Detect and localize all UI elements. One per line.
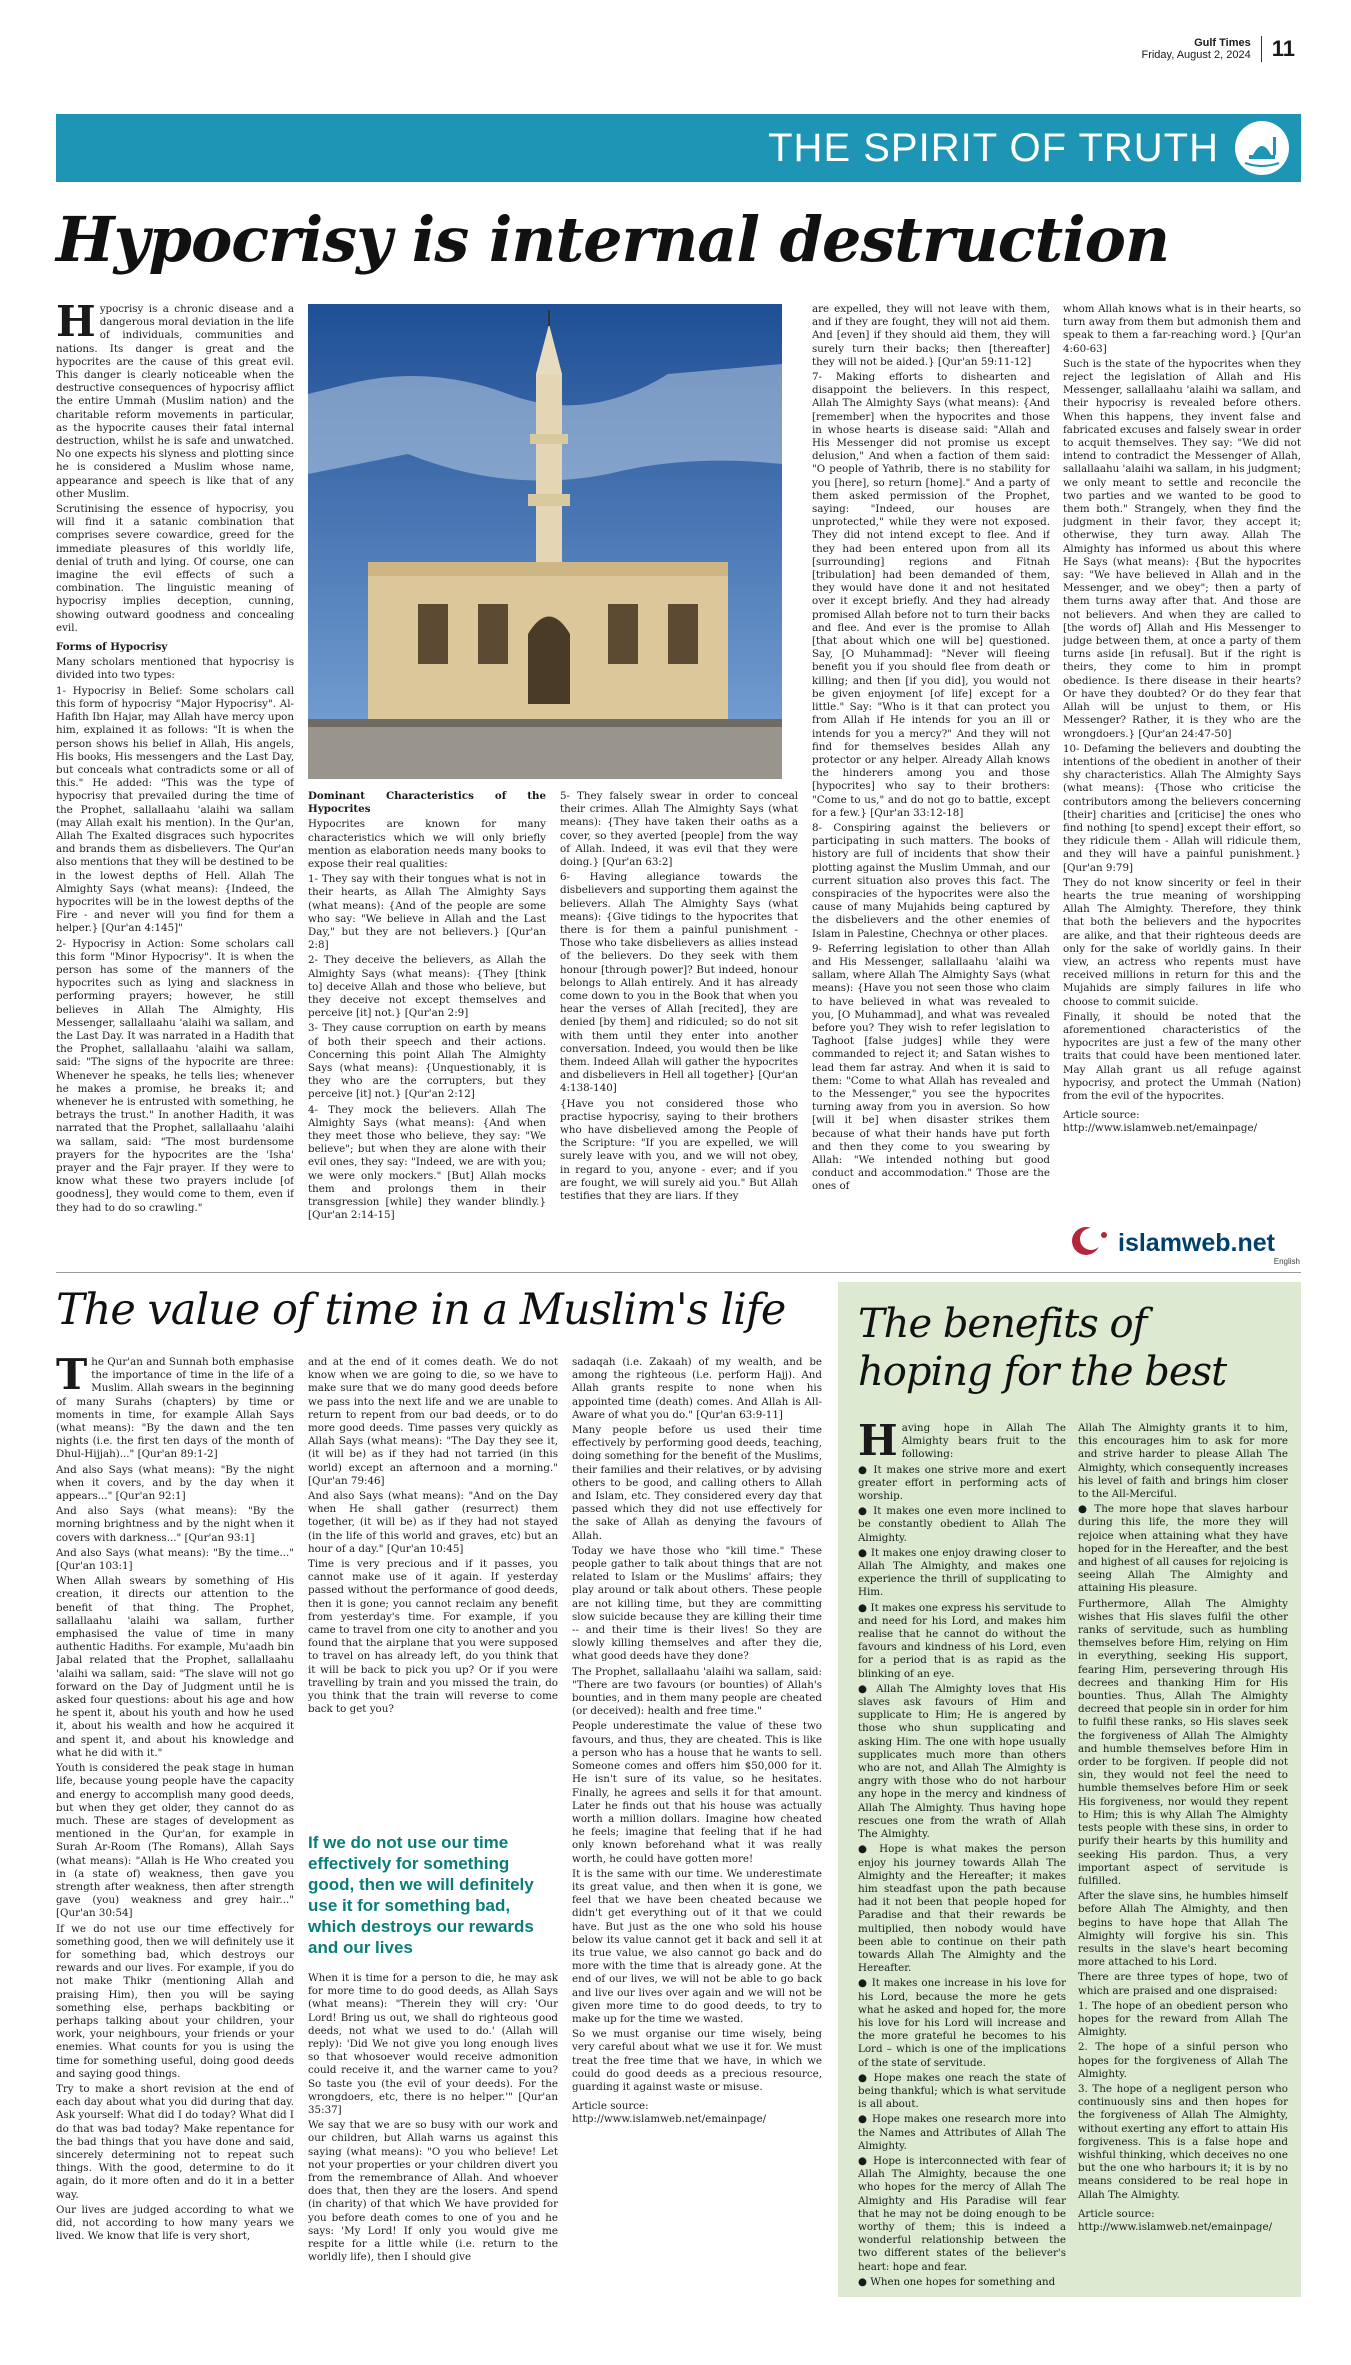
article3-column-2 [1078, 1422, 1288, 2292]
bullet-item: ● Allah The Almighty loves that His slaves ask favours of Him and supplicate to Him; He is angered by those who shun supplicating and asking Him. The one with hope usually supplicates much more than others who are not, and Allah The Almighty is angry with those who do not harbour any hope in the mercy and kindness of Allah The Almighty. Thus having hope rescues one from the wrath of Allah The Almighty. [858, 1682, 1066, 1841]
bullet-item: ● Hope is interconnected with fear of Allah The Almighty, because the one who hopes for the mercy of Allah The Almighty and His Paradise will fear that he may not be doing enough to be worthy of them; this is indeed a wonderful relationship between the two different states of the believer's heart: hope and fear. [858, 2154, 1066, 2273]
bullet-item: ● Hope makes one research more into the Names and Attributes of Allah The Almighty. [858, 2113, 1066, 2152]
article3-source: Article source: http://www.islamweb.net/emainpage/ [1078, 2207, 1273, 2233]
article1-dropcap: H [56, 303, 96, 346]
paragraph: he Qur'an and Sunnah both emphasise the importance of time in the life of a Muslim. Allah swears in the beginning of many Surahs (chapters) by time or moments in time, for example Allah Says (what means): "By the dawn and the ten nights (i.e. the first ten days of the month of Dhul-Hijjah)..." [Qur'an 89:1-2] [56, 1356, 294, 1461]
brand-sub: English [1273, 1257, 1300, 1266]
paragraph: 3- They cause corruption on earth by means of both their speech and their actions. Concerning this point Allah The Almighty Says (what means): {Unquestionably, it is they who are the corrupters, but they perceive [it] not.} [Qur'an 2:12] [308, 1022, 546, 1101]
paragraph: 4- They mock the believers. Allah The Almighty Says (what means): {And when they meet those who believe, they say: "We believe"; but when they are alone with their evil ones, they say: "Indeed, we are with you; we were only mockers." [But] Allah mocks them and prolongs them in their transgression [while] they wander blindly.} [Qur'an 2:14-15] [308, 1103, 546, 1222]
bullet-item: ● It makes one increase in his love for his Lord, because the more he gets what he asked and hoped for, the more his love for his Lord will increase and the more grateful he becomes to his Lord – which is one of the implications of the state of servitude. [858, 1977, 1066, 2069]
paragraph: The Prophet, sallallaahu 'alaihi wa sallam, said: "There are two favours (or bounties) of Allah's bounties, and in them many people are cheated (or deceived): health and free time." [572, 1665, 822, 1718]
paragraph: Many people before us used their time effectively by performing good deeds, teaching, doing something for the benefit of the Muslims, their families and their relatives, or by advising others to be good, and calling others to Allah and Islam, etc. They considered every day that passed which they did not use effectively for the sake of Allah as denying the favours of Allah. [572, 1424, 822, 1542]
article2-column-2 [308, 1356, 558, 1826]
paragraph: It is the same with our time. We underestimate its great value, and then when it is gone, we feel that we have been cheated because we didn't get everything out of it that we could have. But just as the one who sold his house below its value cannot get it back and sell it at its true value, we also cannot go back and do more with the time that is already gone. At the end of our lives, we will not be able to go back and live our lives over again and we will not be given more time to do good deeds, to try to make up for the time we wasted. [572, 1867, 822, 2025]
bullet-item: ● It makes one enjoy drawing closer to Allah The Almighty, and makes one experience the thrill of supplicating to Him. [858, 1546, 1066, 1599]
paragraph: Scrutinising the essence of hypocrisy, you will find it a satanic combination that comprises severe cowardice, greed for the immediate pleasures of this worldly life, denial of truth and lying. Of course, one can imagine the evil effects of such a combination. The linguistic meaning of hypocrisy implies deception, cunning, showing outward goodness and concealing evil. [56, 503, 294, 634]
article1-column-3 [560, 790, 798, 1260]
paragraph: and at the end of it comes death. We do not know when we are going to die, so we have to make sure that we do many good deeds before we pass into the next life and we are unable to return to repent from our bad deeds, or to do more good deeds. Time passes very quickly as Allah Says (what means): "The Day they see it, (it will be) as if they had not tarried (in this world) except an afternoon and a morning." [Qur'an 79:46] [308, 1356, 558, 1487]
article2-column-2b [308, 1972, 558, 2292]
islamweb-brand [1070, 1225, 1300, 1265]
article3-column-1 [858, 1422, 1066, 2292]
page-number: 11 [1261, 36, 1295, 62]
article2-column-1 [56, 1356, 294, 2291]
paragraph: 9- Referring legislation to other than Allah and His Messenger, sallallaahu 'alaihi wa sallam, where Allah The Almighty Says (what means): {Have you not seen those who claim to have believed in what was revealed to you, [O Muhammad], and what was revealed before you? They wish to refer legislation to Taghoot [false judges] while they were commanded to reject it; and Satan wishes to lead them far astray. And when it is said to them: "Come to what Allah has revealed and to the Messenger," you see the hypocrites turning away from you in aversion. So how [will it be] when disaster strikes them because of what their hands have put forth and then they come to you swearing by Allah: "We intended nothing but good conduct and accommodation." Those are the ones of [812, 942, 1050, 1193]
mosque-minaret-photo [308, 304, 782, 779]
paragraph: We say that we are so busy with our work and our children, but Allah warns us against this saying (what means): "O you who believe! Let not your properties or your children divert you from the remembrance of Allah. And whoever does that, then they are the losers. And spend (in charity) of that which We have provided for you before death comes to one of you and he says: 'My Lord! If only you would give me respite for a little while (i.e. return to the worldly life), then I should give [308, 2119, 558, 2264]
list-item: 3. The hope of a negligent person who continuously sins and then hopes for the forgiveness of Allah The Almighty, without exerting any effort to attain His forgiveness. This is a false hope and wishful thinking, which deceives no one but the one who harbours it; it is by no means considered to be real hope in Allah The Almighty. [1078, 2082, 1288, 2201]
paragraph: And also Says (what means): "By the morning brightness and by the night when it covers with darkness..." [Qur'an 93:1] [56, 1505, 294, 1544]
bullet-item: ● Hope makes one reach the state of being thankful; which is what servitude is all about. [858, 2071, 1066, 2111]
article2-headline: The value of time in a Muslim's life [56, 1285, 786, 1335]
paragraph: If we do not use our time effectively for something good, then we will definitely use it for something bad, which destroys our rewards and our lives. For example, if you do not make Thikr (mentioning Allah and praising Him), then you will be saying something else, perhaps backbiting or perhaps talking about your children, your work, your neighbours, your friends or your enemies. What counts for you is using the time for something useful, doing good deeds and saying good things. [56, 1922, 294, 2080]
article3-headline [858, 1300, 1298, 1396]
bullet-item: ● The more hope that slaves harbour during this life, the more they will rejoice when attaining what they have hoped for in the Hereafter, and the best and highest of all causes for rejoicing is seeing Allah The Almighty and attaining His pleasure. [1078, 1503, 1288, 1595]
paragraph: are expelled, they will not leave with them, and if they are fought, they will not aid them. And [even] if they should aid them, they will surely turn their backs; then [thereafter] they will not be aided.} [Qur'an 59:11-12] [812, 303, 1050, 368]
paragraph: When it is time for a person to die, he may ask for more time to do good deeds, as Allah Says (what means): "Therein they will cry: 'Our Lord! Bring us out, we shall do righteous good deeds, not what we used to do.' (Allah will reply): 'Did We not give you long enough lives so that whosoever would receive admonition could receive it, and the warner came to you? So taste you (the evil of your deeds). For the wrongdoers, etc, there is no helper.'" [Qur'an 35:37] [308, 1972, 558, 2117]
bullet-item: ● Hope is what makes the person enjoy his journey towards Allah The Almighty and the Hereafter; it makes him steadfast upon the path because had it not been that people hoped for Paradise and that their rewards be multiplied, then nobody would have been able to continue on their path towards Allah The Almighty and the Hereafter. [858, 1843, 1066, 1975]
publication-info [1141, 37, 1250, 61]
paragraph: And also Says (what means): "And on the Day when He shall gather (resurrect) them together, (it will be) as if they had not stayed (in the life of this world and graves, etc) but an hour of a day." [Qur'an 10:45] [308, 1490, 558, 1555]
paragraph: There are three types of hope, two of which are praised and one dispraised: [1078, 1971, 1288, 1997]
pull-quote: If we do not use our time effectively for something good, then we will definitely use it for something bad, which destroys our rewards and our lives [308, 1833, 534, 1957]
paragraph: And also Says (what means): "By the night when it covers, and by the day when it appears..." [Qur'an 92:1] [56, 1463, 294, 1503]
article1-column-1 [56, 303, 294, 1253]
paragraph: After the slave sins, he humbles himself before Allah The Almighty, and then begins to have hope that Allah The Almighty will forgive his sin. This results in the slave's heart becoming more attached to his Lord. [1078, 1890, 1288, 1969]
paragraph: Allah The Almighty grants it to him, this encourages him to ask for more and strive harder to please Allah The Almighty, which consequently increases his level of faith and brings him closer to the All-Merciful. [1078, 1422, 1288, 1501]
section-title: THE SPIRIT OF TRUTH [768, 126, 1219, 170]
article2-source: Article source: http://www.islamweb.net/emainpage/ [572, 2100, 767, 2126]
paragraph: They do not know sincerity or feel in their hearts the true meaning of worshipping Allah The Almighty. Therefore, they think that both the believers and the hypocrites are alike, and that their righteous deeds are only for the sake of worldly gains. In their view, an actress who repents must have received millions in return for this and the Mujahids are simply failures in life who choose to commit suicide. [1063, 876, 1301, 1008]
paragraph: Hypocrites are known for many characteristics which we will only briefly mention as elaboration needs many books to expose their real qualities: [308, 818, 546, 871]
article3-headline-line2: hoping for the best [858, 1349, 1227, 1395]
paragraph: Today we have those who "kill time." These people gather to talk about things that are not related to Islam or the Muslims' affairs; they play around or talk about others. These people are not killing time, but they are committing slow suicide because they are killing their time -- and their time is their lives! So they are slowly killing themselves and after they die, what good deeds have they done? [572, 1544, 822, 1663]
paragraph: 5- They falsely swear in order to conceal their crimes. Allah The Almighty Says (what means): {They have taken their oaths as a cover, so they averted [people] from the way of Allah. Indeed, it was evil that they were doing.} [Qur'an 63:2] [560, 790, 798, 869]
mosque-logo-icon [1235, 121, 1289, 175]
paragraph: 7- Making efforts to dishearten and disappoint the believers. In this respect, Allah The Almighty Says (what means): {And [remember] when the hypocrites and those in whose hearts is disease said: "Allah and His Messenger did not promise us except delusion," And when a faction of them said: "O people of Yathrib, there is no stability for you [here], so return [home]." And a party of them asked permission of the Prophet, saying: "Indeed, our houses are unprotected," while they were not exposed. They did not intend except to flee. And if they had been entered upon from all its [surrounding] regions and Fitnah [tribulation] had been demanded of them, they would have done it and not hesitated over it except briefly. And they had already promised Allah before not to turn their backs and flee. And ever is the promise to Allah [that about which one will be] questioned. Say, [O Muhammad]: "Never will fleeing benefit you if you should flee from death or killing; and then [if you did], you would not be given enjoyment [of life] except for a little." Say: "Who is it that can protect you from Allah if He intends for you an ill or intends for you a mercy?" And they will not find for themselves besides Allah any protector or any helper. Already Allah knows the hinderers among you and those [hypocrites] who say to their brothers: "Come to us," and do not go to battle, except for a few.} [Qur'an 33:12-18] [812, 371, 1050, 819]
subheading-characteristics: Dominant Characteristics of the Hypocrites [308, 790, 546, 816]
paragraph: sadaqah (i.e. Zakaah) of my wealth, and be among the righteous (i.e. perform Hajj). And Allah grants respite to none when his appointed time (death) comes. And Allah is All-Aware of what you do." [Qur'an 63:9-11] [572, 1356, 822, 1421]
article1-headline: Hypocrisy is internal destruction [56, 203, 1170, 276]
paragraph: Youth is considered the peak stage in human life, because young people have the capacity and energy to accomplish many good deeds, but when they get older, they cannot do as much. These are stages of development as mentioned in the Qur'an, for example in Surah Ar-Room (The Romans), Allah Says (what means): "Allah is He Who created you in (a state of) weakness, then gave you strength after weakness, then after strength gave (you) weakness and grey hair..." [Qur'an 30:54] [56, 1762, 294, 1920]
masthead-info [1141, 36, 1295, 62]
paragraph: ypocrisy is a chronic disease and a dangerous moral deviation in the life of individuals, communities and nations. Its danger is great and the hypocrites are the cause of this great evil. This danger is clearly noticeable when the destructive consequences of hypocrisy afflict the entire Ummah (Muslim nation) and the charitable reform movements in particular, as the hypocrite causes their fatal internal destruction, whilst he is safe and unwatched. No one expects his slyness and plotting since he is considered a Muslim whose name, appearance and speech is like that of any other Muslim. [56, 303, 294, 500]
article2-dropcap: T [56, 1356, 88, 1399]
article1-source: Article source: http://www.islamweb.net/emainpage/ [1063, 1109, 1258, 1135]
bullet-item: ● When one hopes for something and [858, 2275, 1056, 2288]
paragraph: 10- Defaming the believers and doubting the intentions of the obedient in another of their shy characteristics. Allah The Almighty Says (what means): {Those who criticise the contributors among the believers concerning [their] charities and [criticise] the ones who find nothing [to spend] except their effort, so they ridicule them - Allah will ridicule them, and they will have a painful punishment.} [Qur'an 9:79] [1063, 742, 1301, 874]
paragraph: Try to make a short revision at the end of each day about what you did during that day. Ask yourself: What did I do today? What did I do that was bad today? Make repentance for the bad things that you have done and said, sincerely determining not to repeat such things. With the good, determine to do it again, do it more often and do it in a better way. [56, 2082, 294, 2201]
brand-name: islamweb.net [1118, 1229, 1275, 1257]
list-item: 2. The hope of a sinful person who hopes for the forgiveness of Allah The Almighty. [1078, 2041, 1288, 2080]
article2-column-3 [572, 1356, 822, 2291]
paragraph: And also Says (what means): "By the time..." [Qur'an 103:1] [56, 1546, 294, 1573]
bullet-item: ● It makes one strive more and exert greater effort in performing acts of worship. [858, 1463, 1066, 1503]
paragraph: 1- They say with their tongues what is not in their hearts, as Allah The Almighty Says (what means): {And of the people are some who say: "We believe in Allah and the Last Day," but they are not believers.} [Qur'an 2:8] [308, 873, 546, 952]
section-divider [56, 1272, 1301, 1273]
subheading-forms: Forms of Hypocrisy [56, 641, 168, 654]
paragraph: 1- Hypocrisy in Belief: Some scholars call this form of hypocrisy "Major Hypocrisy". Al-Hafith Ibn Hajar, may Allah have mercy upon him, explained it as follows: "It is when the person shows his belief in Allah, His angels, His books, His messengers and the Last Day, but conceals what contradicts some or all of this." He added: "This was the type of hypocrisy that prevailed during the time of the Prophet, sallallaahu 'alaihi wa sallam (may Allah exalt his mention). In the Qur'an, Allah The Exalted disgraces such hypocrites and brands them as disbelievers. The Qur'an also mentions that they will be destined to be in the lowest depths of Hell. Allah The Almighty Says (what means): {Indeed, the hypocrites will be in the lowest depths of the Fire - and never will you find for them a helper.} [Qur'an 4:145]" [56, 684, 294, 935]
paragraph: People underestimate the value of these two favours, and thus, they are cheated. This is like a person who has a house that he wants to sell. Someone comes and offers him $50,000 for it. He isn't sure of its value, so he hesitates. Finally, he agrees and sells it for that amount. Later he finds out that his house was actually worth a million dollars. Imagine how cheated he feels; imagine that feeling that if he had only known beforehand what it was really worth, he could have gotten more! [572, 1720, 822, 1865]
paragraph: Many scholars mentioned that hypocrisy is divided into two types: [56, 656, 294, 682]
paragraph: 2- Hypocrisy in Action: Some scholars call this form "Minor Hypocrisy". It is when the person has some of the manners of the hypocrites such as lying and slackness in performing prayers; however, he still believes in Allah The Almighty, His Messenger, sallallaahu 'alaihi wa sallam, and the Last Day. It was narrated in a Hadith that the Prophet, sallallaahu 'alaihi wa sallam, said: "The signs of the hypocrite are three: Whenever he speaks, he tells lies; whenever he makes a promise, he breaks it; and whenever he is entrusted with something, he betrays the trust." In another Hadith, it was narrated that the Prophet, sallallaahu 'alaihi wa sallam, said: "The most burdensome prayers for the hypocrites are the 'Isha' prayer and the Fajr prayer. If they were to know what these two prayers include [of goodness], they would come to them, even if they had to do so crawling." [56, 937, 294, 1214]
article1-column-5 [1063, 303, 1301, 1213]
paragraph: 8- Conspiring against the believers or participating in such matters. The books of history are full of incidents that show their plotting against the Muslim Ummah, and our current situation also proves this fact. The conspiracies of the hypocrites were also the cause of many Mujahids being captured by the disbelievers and the other enemies of Islam in Palestine, Chechnya or other places. [812, 821, 1050, 940]
article1-column-4 [812, 303, 1050, 1263]
paragraph: 6- Having allegiance towards the disbelievers and supporting them against the believers. Allah The Almighty Says (what means): {Give tidings to the hypocrites that there is for them a painful punishment - Those who take disbelievers as allies instead of the believers. Do they seek with them honour [through power]? But indeed, honour belongs to Allah entirely. And it has already come down to you in the Book that when you hear the verses of Allah [recited], they are denied [by them] and ridiculed; so do not sit with them until they enter into another conversation. Indeed, you would then be like them. Indeed Allah will gather the hypocrites and disbelievers in Hell all together} [Qur'an 4:138-140] [560, 871, 798, 1095]
paragraph: aving hope in Allah The Almighty bears fruit to the following: [901, 1422, 1066, 1461]
paragraph: When Allah swears by something of His creation, it directs our attention to the benefit of that thing. The Prophet, sallallaahu 'alaihi wa sallam, further emphasised the value of time in many authentic Hadiths. For example, Mu'aadh bin Jabal related that the Prophet, sallallaahu 'alaihi wa sallam, said: "The slave will not go forward on the Day of Judgment until he is asked four questions: about his age and how he spent it, about his youth and how he used it, about his wealth and how he acquired it and spent it, and about his knowledge and what he did with it." [56, 1575, 294, 1759]
paragraph: Such is the state of the hypocrites when they reject the legislation of Allah and His Messenger, sallallaahu 'alaihi wa sallam, and their hypocrisy is revealed before others. When this happens, they invent false and fabricated excuses and falsely swear in order to acquit themselves. They say: "We did not intend to contradict the Messenger of Allah, sallallaahu 'alaihi wa sallam, in his judgment; we only meant to settle and reconcile the two parties and we wanted to be good to them both." Strangely, when they find the judgment in their favor, they accept it; otherwise, they turn away. Allah The Almighty has informed us about this where He Says (what means): {But the hypocrites say: "We have believed in Allah and in the Messenger, and we obey"; then a party of them turns away after that. And those are not believers. And when they are called to [the words of] Allah and His Messenger to judge between them, at once a party of them turns aside [in refusal]. But if the right is theirs, they come to him in prompt obedience. Is there disease in their hearts? Or have they doubted? Or do they fear that Allah will be unjust to them, or His Messenger? Rather, it is they who are the wrongdoers.} [Qur'an 24:47-50] [1063, 357, 1301, 740]
list-item: 1. The hope of an obedient person who hopes for the reward from Allah The Almighty. [1078, 1999, 1288, 2039]
paragraph: Finally, it should be noted that the aforementioned characteristics of the hypocrites are just a few of the many other traits that could have been mentioned later. May Allah grant us all refuge against hypocrisy, and protect the Ummah (Nation) from the evil of the hypocrites. [1063, 1010, 1301, 1102]
paragraph: Time is very precious and if it passes, you cannot make use of it again. If yesterday passed without the performance of good deeds, then it is gone; you cannot reclaim any benefit from yesterday's time. For example, if you came to travel from one city to another and you found that the airplane that you were supposed to travel on has already left, do you think that it will be back to pick you up? Or if you were travelling by train and you missed the train, do you think that the train will reverse to come back to get you? [308, 1558, 558, 1716]
islamweb-logo-icon [1070, 1225, 1114, 1257]
article1-column-2 [308, 790, 546, 1260]
paragraph: whom Allah knows what is in their hearts, so turn away from them but admonish them and speak to them a far-reaching word.} [Qur'an 4:60-63] [1063, 303, 1301, 355]
paragraph: So we must organise our time wisely, being very careful about what we use it for. We must treat the free time that we have, in which we could do good deeds as a precious resource, guarding it against waste or misuse. [572, 2028, 822, 2093]
publication-name: Gulf Times [1194, 37, 1251, 49]
article3-headline-line1: The benefits of [858, 1301, 1147, 1347]
masthead [56, 36, 1295, 61]
paragraph: {Have you not considered those who practise hypocrisy, saying to their brothers who have disbelieved among the People of the Scripture: "If you are expelled, we will surely leave with you, and we will not obey, in regard to you, anyone - ever; and if you are fought, we will surely aid you." But Allah testifies that they are liars. If they [560, 1097, 798, 1203]
publication-date: Friday, August 2, 2024 [1141, 49, 1251, 61]
bullet-item: ● It makes one express his servitude to and need for his Lord, and makes him realise that he cannot do without the favours and kindness of his Lord, even for a period that is as rapid as the blinking of an eye. [858, 1601, 1066, 1680]
paragraph: Furthermore, Allah The Almighty wishes that His slaves fulfil the other ranks of servitude, such as humbling themselves before Him, relying on Him in everything, seeking His support, fearing Him, persevering through His decrees and thanking Him for His bounties. Thus, Allah The Almighty decreed that people sin in order for him to fulfil these ranks, so His slaves seek the forgiveness of Allah The Almighty and humble themselves before Him in order to be forgiven. If people did not sin, they would not feel the need to humble themselves before Him or seek His forgiveness, nor would they repent to Him; this is why Allah The Almighty tests people with these sins, in order to purify their hearts by this humility and seeking His pardon. Thus, a very important aspect of servitude is fulfilled. [1078, 1597, 1288, 1887]
section-band [56, 114, 1301, 182]
paragraph: 2- They deceive the believers, as Allah the Almighty Says (what means): {They [think to] deceive Allah and those who believe, but they deceive not except themselves and perceive [it] not.} [Qur'an 2:9] [308, 954, 546, 1020]
bullet-item: ● It makes one even more inclined to be constantly obedient to Allah The Almighty. [858, 1505, 1066, 1544]
article3-dropcap: H [858, 1422, 898, 1465]
paragraph: Our lives are judged according to what we did, not according to how many years we lived. We know that life is very short, [56, 2203, 294, 2243]
